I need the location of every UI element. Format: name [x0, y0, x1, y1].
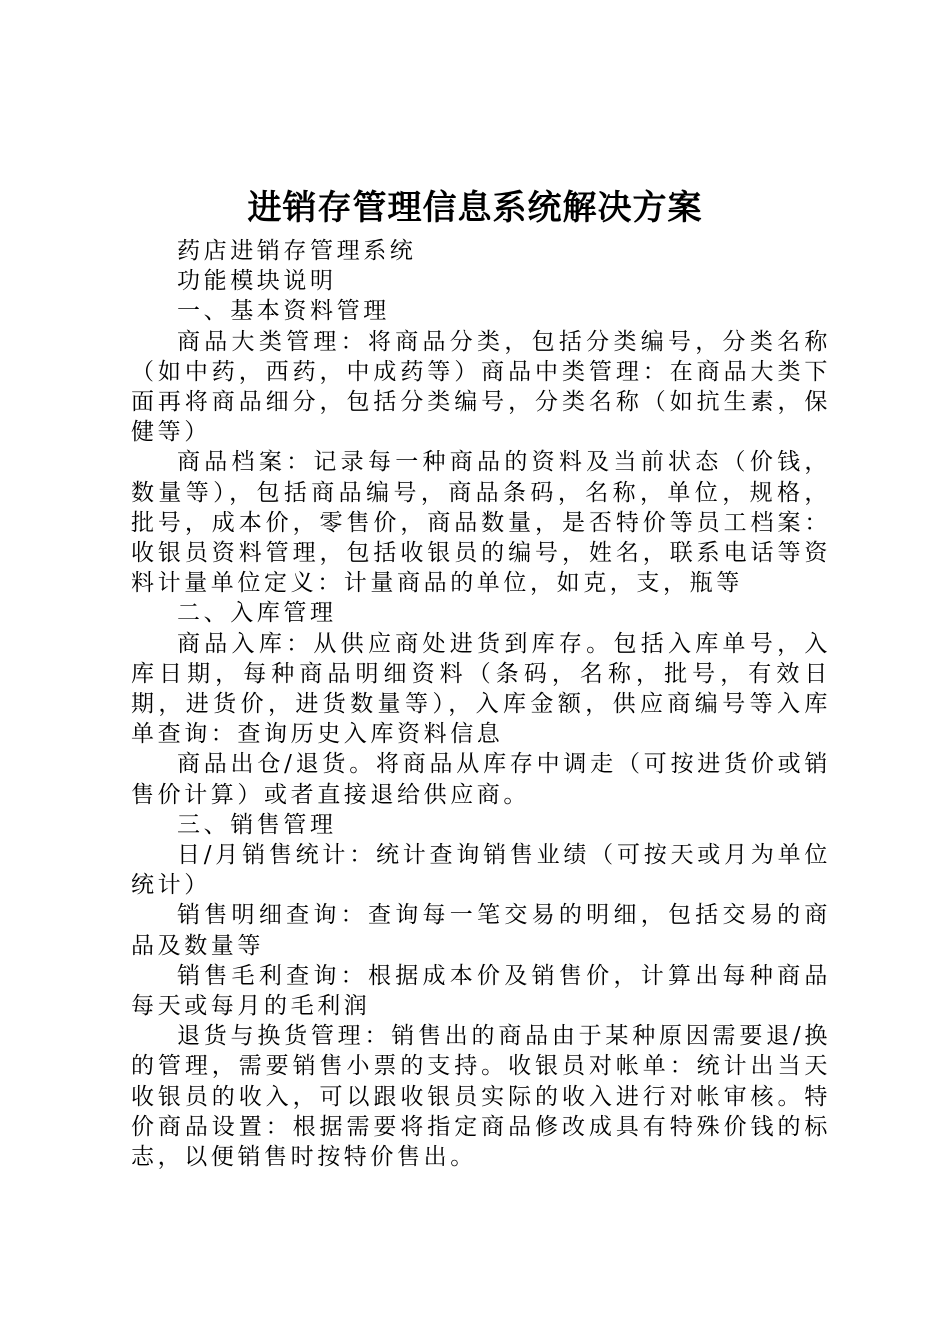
paragraph-module-intro: 功能模块说明: [177, 268, 337, 295]
paragraph-sales-statistics: 日/月销售统计：统计查询销售业绩（可按天或月为单位统计）: [131, 842, 831, 899]
document-title: 进销存管理信息系统解决方案: [247, 188, 703, 228]
paragraph-product-records: 商品档案：记录每一种商品的资料及当前状态（价钱，数量等），包括商品编号，商品条码，名称，单位，规格，批号，成本价，零售价，商品数量，是否特价等员工档案：收银员资料管理，包括收银员的编号，姓名，联系电话等资料计量单位定义：计量商品的单位，如克，支，瓶等: [131, 449, 831, 597]
section-heading-basic-data: 一、基本资料管理: [177, 298, 390, 325]
paragraph-category-management: 商品大类管理：将商品分类，包括分类编号，分类名称（如中药，西药，中成药等）商品中类管理：在商品大类下面再将商品细分，包括分类编号，分类名称（如抗生素，保健等）: [131, 328, 831, 446]
document-body: [131, 236, 831, 1172]
paragraph-product-inbound: 商品入库：从供应商处进货到库存。包括入库单号，入库日期，每种商品明细资料（条码，名称，批号，有效日期，进货价，进货数量等），入库金额，供应商编号等入库单查询：查询历史入库资料信息: [131, 630, 831, 748]
paragraph-product-outbound: 商品出仓/退货。将商品从库存中调走（可按进货价或销售价计算）或者直接退给供应商。: [131, 751, 831, 808]
paragraph-sales-detail: 销售明细查询：查询每一笔交易的明细，包括交易的商品及数量等: [131, 902, 831, 959]
paragraph-gross-profit: 销售毛利查询：根据成本价及销售价，计算出每种商品每天或每月的毛利润: [131, 962, 831, 1020]
section-heading-sales: 三、销售管理: [177, 811, 337, 838]
section-heading-inbound: 二、入库管理: [177, 600, 337, 627]
paragraph-returns-exchange: 退货与换货管理：销售出的商品由于某种原因需要退/换的管理，需要销售小票的支持。收银员对帐单：统计出当天收银员的收入，可以跟收银员实际的收入进行对帐审核。特价商品设置：根据需要将指定商品修改成具有特殊价钱的标志，以便销售时按特价售出。: [131, 1023, 831, 1171]
paragraph-system-name: 药店进销存管理系统: [177, 238, 417, 264]
